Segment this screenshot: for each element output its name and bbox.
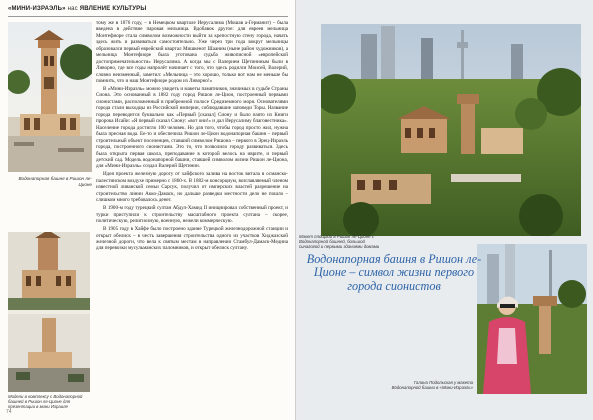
header-sep: нас bbox=[65, 6, 80, 12]
article-paragraph: В «Мини-Израэль» можно увидеть и макеты памятников, значимых в судьбе Страны Сиона. Это основанный в 1882 году город Ришон ле-Цион, построенный первыми сионистами, расположенный в прибрежной полосе Средиземного моря. Основателями города стали выходцы из Российской империи, соблюдавшие заповеди Торы. Название города переводится буквально как «Первый [сказал] Сиону и было взято из Книги пророка Исайи: «Я первый сказал Сиону: «вот они!» и дал Иерусалиму благовестника». Население города достигло 100 человек. Но для того, чтобы город просто жил, нужна была пресная вода. Ее-то и обеспечила Ришон ле-Цион водонапорная башня – первый строительный объект поселенцев, ставший символом Ришона – первого в Эрец-Израэль города, построенного сионистами. Это то, что позволило городу развиваться. Здесь была открыта первая школа, преподавание в которой велось на иврите, и первый детский сад. Модель водонапорной башни, ставшей символом жизни Ришон ле-Циона, для «Мини-Израэль» создал Валерий Щетинин. bbox=[96, 86, 288, 170]
article-column bbox=[96, 20, 288, 253]
models-photo bbox=[8, 232, 90, 392]
header-section: ЯВЛЕНИЕ КУЛЬТУРЫ bbox=[79, 6, 147, 12]
right-page bbox=[297, 0, 593, 420]
article-paragraph: тому же в 1876 году, – в Немецком квартале Иерусалима (Мошав а-Германит) – была введена в действие паровая мельница. Вдобавок другое: для евреев мельница Монтефиоре стала символом возможности выйти за крепостную стену города, начать здесь жить и развиваться самостоятельно. Уже через три года вокруг мельницы образовался первый еврейский квартал Мишкенот Шааним (ныне район художников), а мельница Монтефиоре была уготована судьба живописной «европейской достопримечательности» Иерусалима. А когда мы с Валерием Щетининым были в Ливорно, где все годы напролёт начинает с того, что здесь родился Моисей, Валерий, словно неизменный, заметил: «Мельница – это хорошо, только вот нам не меньше бы помнить, что и наш Монтефиоре родом из Ливорно!» bbox=[96, 20, 288, 85]
water-tower-photo bbox=[8, 22, 92, 172]
article-paragraph: В 1900-м году турецкий султан Абдул-Хамид II инициировал собственный проект, и турки приступили к строительству масштабного проекта султана – скорее, политическую, религиозную, военную, нежели коммерческую. bbox=[96, 205, 288, 225]
header-magazine: «МИНИ-ИЗРАЭЛЬ» bbox=[8, 6, 66, 12]
left-page bbox=[0, 0, 296, 420]
tower-photo-caption: Водонапорная башня в Ришон ле-Ционе bbox=[18, 176, 92, 187]
city-model-photo bbox=[321, 24, 581, 236]
header-rule bbox=[8, 16, 288, 17]
page-number: 74 bbox=[6, 409, 12, 415]
city-model-caption: Макет площади в Ришон ле-Ционе с Водонапорной башней, большой синагогой и первыми зданиями домами bbox=[299, 234, 380, 250]
running-header bbox=[8, 6, 146, 12]
portrait-photo bbox=[477, 244, 587, 394]
article-paragraph: В 1905 году в Хайфе было построено здание Турецкой железнодорожной станции и открыт обелиск – в честь завершения строительства одного из участков Хиджазской железной дороги, что вела к святым местам в направлении Стамбул-Дамаск-Медина для перевозки мусульманских паломников, и открыт обелиск султану. bbox=[96, 226, 288, 252]
portrait-caption: Галина Подольская у макета Водонапорной башни в «Мини-Израэль» bbox=[391, 380, 473, 391]
models-photo-caption: Модели в комплексу с Водонапорной башней в Ришон ле-Ционе для презентации в мини Израиле bbox=[8, 394, 83, 410]
pull-quote: Водонапорная башня в Ришон ле-Ционе – символ жизни первого города сионистов bbox=[306, 252, 482, 293]
article-paragraph: Идея проекта железную дорогу от хайфского залива на восток витала в османско-палестинском воздухе примерно с 1860-х. В 1882-м консорциум, возглавляемый членом известной ливанской семьи Сарсук, получил от имперских властей разрешение на строительство линии Акко-Дамаск, но дальше разведки местности дело не пошло – слишком много требовалось денег. bbox=[96, 171, 288, 204]
